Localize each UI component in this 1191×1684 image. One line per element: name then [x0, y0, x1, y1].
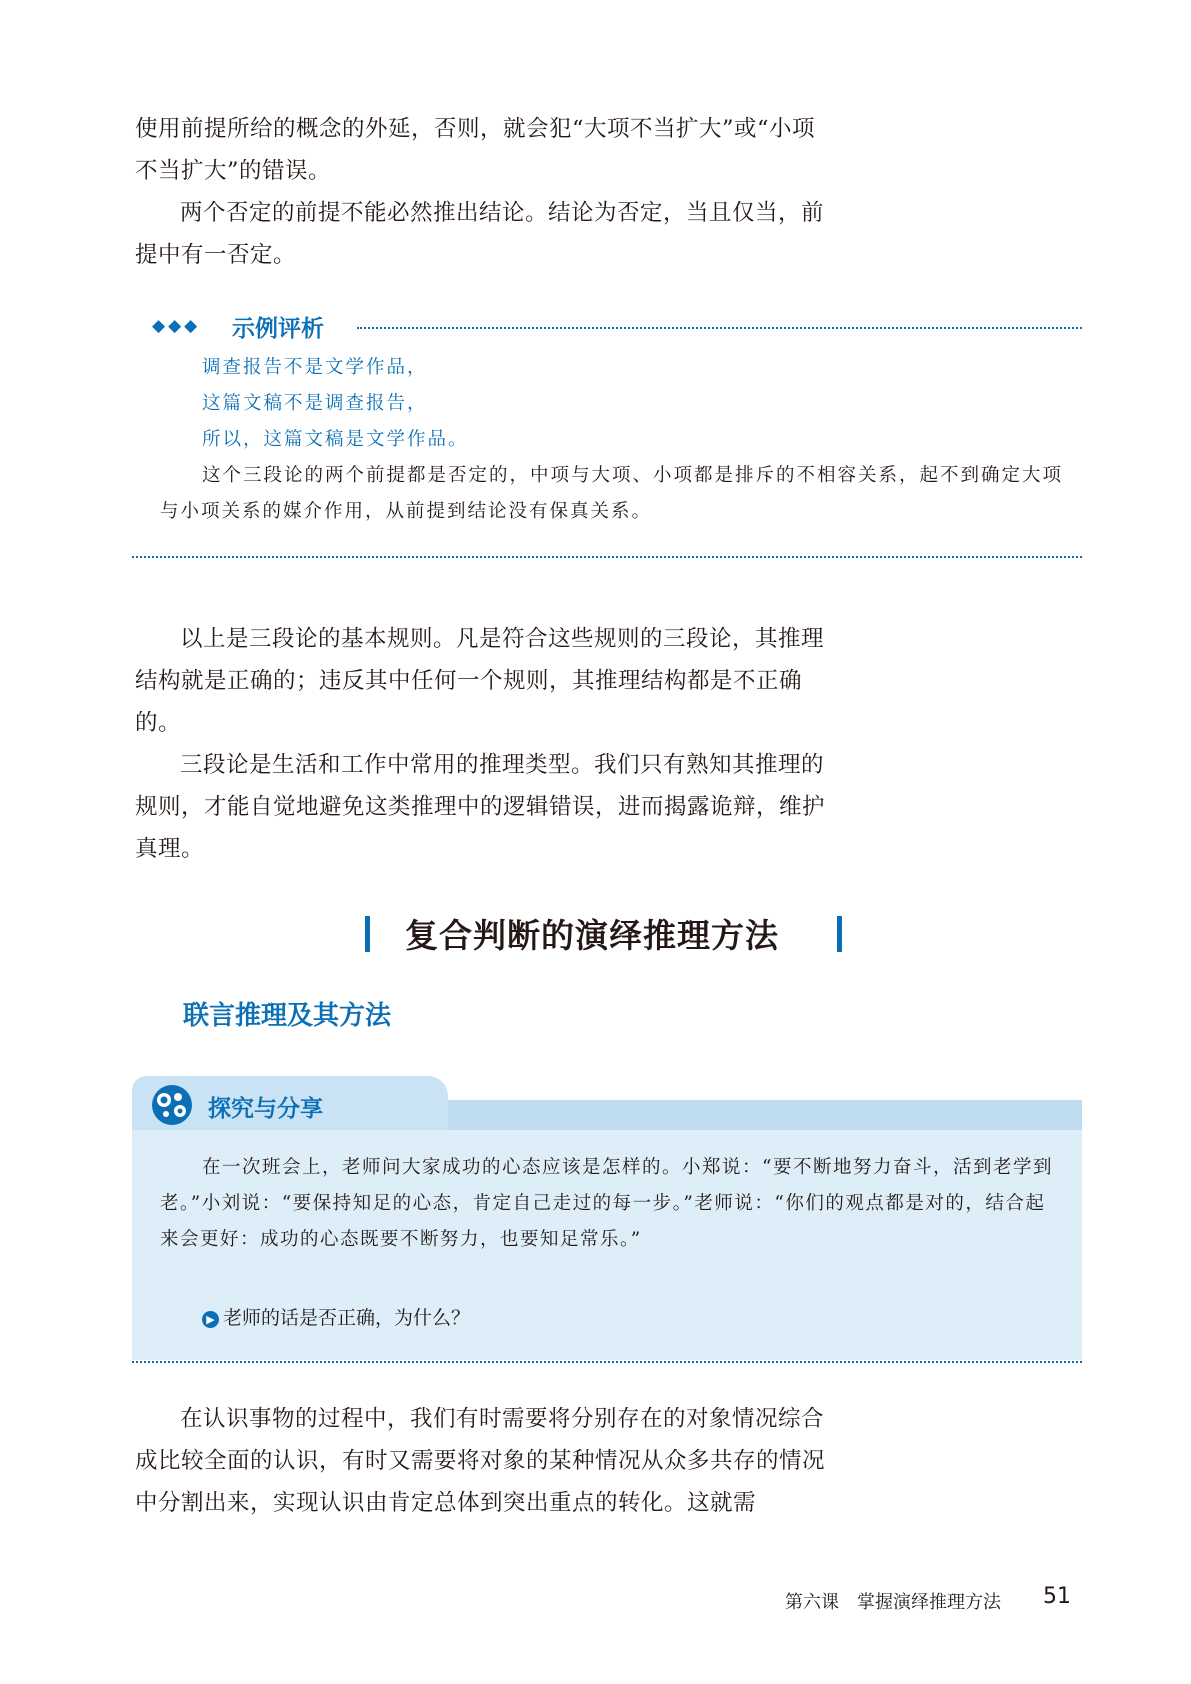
explore-icon: [150, 1083, 194, 1127]
example-body: [160, 350, 1080, 530]
middle-paragraph-1: 以上是三段论的基本规则。凡是符合这些规则的三段论，其推理结构就是正确的；违反其中任何一个规则，其推理结构都是不正确的。: [135, 626, 825, 736]
section-title: 复合判断的演绎推理方法: [405, 916, 779, 955]
subsection-title: 联言推理及其方法: [183, 1001, 392, 1031]
diamond-icons: ◆◆◆: [152, 316, 201, 336]
middle-paragraph-2: 三段论是生活和工作中常用的推理类型。我们只有熟知其推理的规则，才能自觉地避免这类推理中的逻辑错误，进而揭露诡辩，维护真理。: [135, 752, 826, 862]
example-line: 这篇文稿不是调查报告，: [202, 393, 428, 414]
page-number: 51: [1043, 1584, 1071, 1609]
example-line: 调查报告不是文学作品，: [202, 357, 428, 378]
chapter-footer: 第六课 掌握演绎推理方法: [785, 1592, 1001, 1613]
explore-title: 探究与分享: [208, 1096, 323, 1122]
intro-paragraph-1: 使用前提所给的概念的外延，否则，就会犯“大项不当扩大”或“小项不当扩大”的错误。: [135, 116, 816, 184]
intro-paragraph-2: 两个否定的前提不能必然推出结论。结论为否定，当且仅当，前提中有一否定。: [135, 200, 825, 268]
heading-bar: [365, 916, 370, 952]
question-text: 老师的话是否正确，为什么？: [223, 1307, 471, 1329]
intro-text: [135, 108, 835, 276]
example-comment: 这个三段论的两个前提都是否定的，中项与大项、小项都是排斥的不相容关系，起不到确定大项与小项关系的媒介作用，从前提到结论没有保真关系。: [160, 465, 1064, 522]
closing-paragraph: 在认识事物的过程中，我们有时需要将分别存在的对象情况综合成比较全面的认识，有时又需要将对象的某种情况从众多共存的情况中分割出来，实现认识由肯定总体到突出重点的转化。这就需: [135, 1406, 826, 1516]
explore-question: [202, 1303, 470, 1330]
example-header: [152, 310, 1082, 344]
example-title: 示例评析: [232, 316, 324, 342]
example-line: 所以，这篇文稿是文学作品。: [202, 429, 469, 450]
dotted-divider: [132, 1361, 1082, 1363]
middle-text: [135, 618, 835, 870]
section-heading: [360, 910, 850, 960]
explore-paragraph: 在一次班会上，老师问大家成功的心态应该是怎样的。小郑说：“要不断地努力奋斗，活到老学到老。”小刘说：“要保持知足的心态，肯定自己走过的每一步。”老师说：“你们的观点都是对的，结合起来会更好：成功的心态既要不断努力，也要知足常乐。”: [160, 1157, 1053, 1250]
explore-text: [160, 1150, 1065, 1258]
closing-text: [135, 1398, 835, 1524]
dotted-divider: [132, 556, 1082, 558]
dotted-divider: [357, 327, 1082, 329]
arrow-bullet-icon: ▶: [202, 1311, 219, 1328]
heading-bar: [837, 916, 842, 952]
